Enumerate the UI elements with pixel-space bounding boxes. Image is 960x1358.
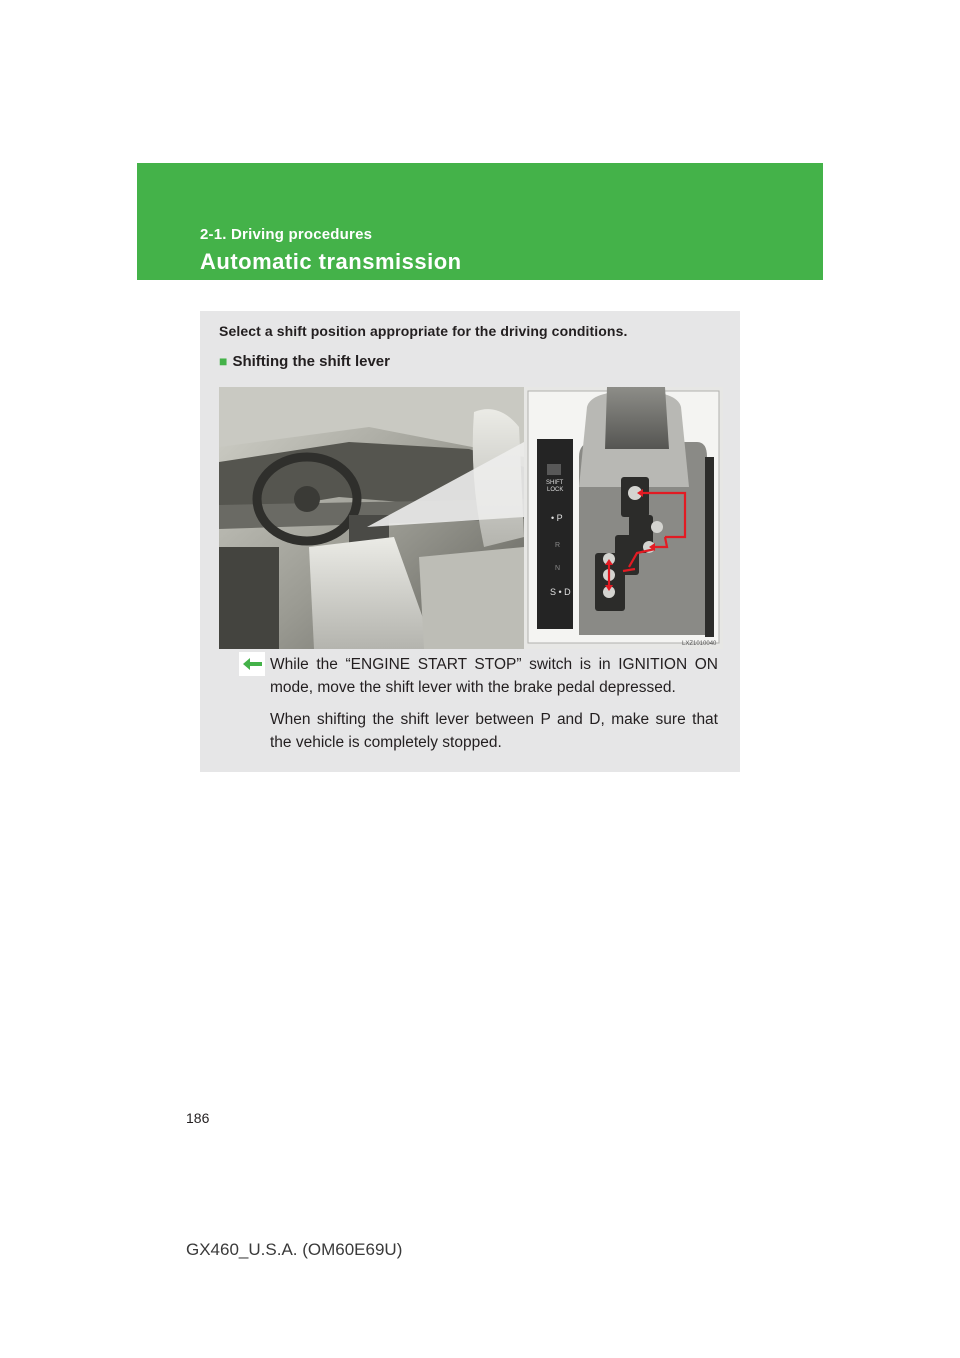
green-square-bullet-icon: ■ bbox=[219, 353, 228, 369]
page-title: Automatic transmission bbox=[200, 249, 462, 274]
panel-label-p: • P bbox=[551, 513, 563, 523]
panel-label-lock: LOCK bbox=[547, 487, 564, 493]
shift-lever-illustration bbox=[219, 387, 723, 649]
instruction-paragraph: While the “ENGINE START STOP” switch is in IGNITION ON mode, move the shift lever with the brake pedal depressed. bbox=[270, 656, 718, 696]
document-code: GX460_U.S.A. (OM60E69U) bbox=[186, 1240, 403, 1259]
panel-label-n: N bbox=[555, 565, 561, 572]
panel-label-r: R bbox=[555, 542, 561, 549]
section-label: 2-1. Driving procedures bbox=[200, 226, 373, 243]
sub-heading-label: Shifting the shift lever bbox=[232, 353, 390, 370]
page-number: 186 bbox=[186, 1110, 210, 1126]
caution-paragraph: When shifting the shift lever between P and D, make sure that the vehicle is completely stopped. bbox=[270, 711, 718, 751]
intro-text: Select a shift position appropriate for the driving conditions. bbox=[219, 323, 628, 339]
left-arrow-icon bbox=[239, 652, 265, 676]
panel-label-shift: SHIFT bbox=[546, 480, 564, 486]
sub-heading bbox=[219, 353, 390, 370]
image-code: LXZ1010040 bbox=[682, 641, 717, 647]
panel-label-s-d: S • D bbox=[550, 587, 571, 597]
